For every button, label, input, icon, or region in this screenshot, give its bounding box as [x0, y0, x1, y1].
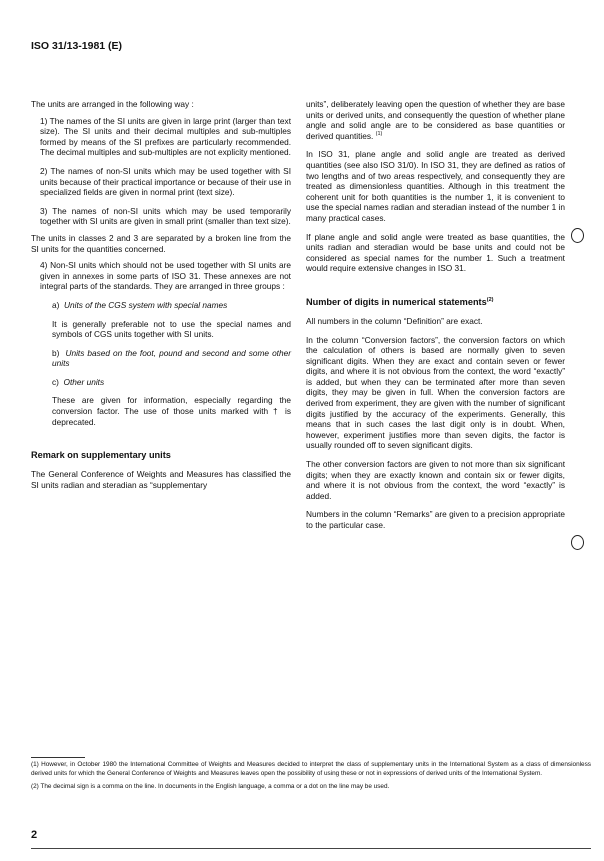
punch-hole-icon — [571, 228, 584, 243]
heading-text: Number of digits in numerical statements — [306, 296, 487, 307]
group-c-title: Other units — [63, 376, 105, 387]
remarks-paragraph: Numbers in the column “Remarks” are given to a precision appropriate to the particular case. — [306, 509, 565, 530]
group-c-paragraph: These are given for information, especially regarding the conversion factor. The use of those units marked with † is deprecated. — [52, 395, 291, 427]
left-column — [31, 99, 291, 498]
group-a-paragraph: It is generally preferable not to use the special names and symbols of CGS units together with SI units. — [52, 318, 291, 340]
base-quantities-paragraph: If plane angle and solid angle were treated as base quantities, the units radian and steradian would be base units and could not be considered as special names for the number 1. Such a treatment would require extensive changes in ISO 31. — [306, 231, 565, 274]
footnote-ref-2: (2) — [486, 296, 494, 303]
classes-paragraph: The units in classes 2 and 3 are separated by a broken line from the SI units for the quantities concerned. — [31, 232, 291, 254]
other-factors-paragraph: The other conversion factors are given to not more than six significant digits; when they are exactly known and contain six or fewer digits, and where it is not obvious from the context, the word “exactly” is added. — [306, 459, 565, 501]
list-item-3: 3) The names of non-SI units which may be used temporarily together with SI units are given in small print (smaller than text size). — [40, 205, 291, 227]
page-number: 2 — [31, 829, 38, 841]
section-heading-supplementary: Remark on supplementary units — [31, 450, 171, 461]
conversion-paragraph: In the column “Conversion factors”, the conversion factors on which the calculation of others is based are normally given to seven significant digits. When they are exact and contain seven or fewer digits, and where it is not obvious from the context, the word “exactly” is added, but when they can be terminated after more than seven digits, they may be given in full. When the conversion factors are derived from experiment, they are given with the number of significant digits justified by the accuracy of the experiments. Generally, this means that in such cases the last digit only is in doubt. When, however, experiment justifies more than seven digits, the factor is usually rounded off to seven significant digits. — [306, 334, 565, 451]
document-header: ISO 31/13-1981 (E) — [31, 40, 123, 52]
group-b — [52, 348, 291, 369]
footnote-2: (2) The decimal sign is a comma on the line. In documents in the English language, a comma or a dot on the line may be used. — [31, 782, 390, 790]
footnotes — [31, 761, 591, 795]
group-a-label: a) — [52, 299, 60, 310]
definition-paragraph: All numbers in the column “Definition” are exact. — [306, 315, 483, 326]
group-c-label: c) — [52, 376, 59, 387]
iso31-paragraph: In ISO 31, plane angle and solid angle are treated as derived quantities (see also ISO 31/0). In ISO 31, they are defined as ratios of two lengths and of two areas respectively, and consequently they are treated as dimensionless quantities. Although in this treatment the coherent unit for both quantities is the number 1, it is convenient to use the special names radian and steradian instead of the number 1 in many practical cases. — [306, 149, 565, 223]
group-b-title: Units based on the foot, pound and second and some other units — [52, 347, 291, 369]
group-c — [52, 377, 291, 388]
remark-paragraph: The General Conference of Weights and Measures has classified the SI units radian and steradian as “supplementary — [31, 469, 291, 490]
group-a-title: Units of the CGS system with special names — [64, 299, 228, 310]
group-a — [52, 300, 291, 311]
footnote-ref-1: (1) — [375, 131, 383, 138]
continuation-text: units”, deliberately leaving open the question of whether they are base units or derived units, and consequently the question of whether plane angle and solid angle are to be considered as base quantities or derived quantities. — [306, 99, 565, 141]
right-column — [306, 99, 565, 539]
section-heading-digits — [306, 296, 565, 308]
group-b-label: b) — [52, 347, 60, 358]
intro-paragraph: The units are arranged in the following way : — [31, 99, 194, 109]
footnote-1: (1) However, in October 1980 the International Committee of Weights and Measures decided to interpret the class of supplementary units in the International System as a class of dimensionless derived units for which the General Conference of Weights and Measures leaves open the possibility of using these or not in expressions of derived units of the International System. — [31, 761, 591, 777]
list-item-2: 2) The names of non-SI units which may be used together with SI units because of their practical importance or because of their use in specialized fields are given in normal print (text size). — [40, 165, 291, 198]
footnote-divider — [31, 757, 85, 758]
list-item-1: 1) The names of the SI units are given in large print (larger than text size). The SI units and their decimal multiples and sub-multiples formed by means of the SI prefixes are particularly recommended. The decimal multiples and sub-multiples are not explicity mentioned. — [40, 115, 291, 158]
bottom-rule — [31, 848, 591, 849]
punch-hole-icon — [571, 535, 584, 550]
list-item-4: 4) Non-SI units which should not be used together with SI units are given in annexes in some parts of ISO 31. These annexes are not integral parts of the standards. They are arranged in three groups : — [40, 260, 291, 292]
continuation-paragraph — [306, 99, 565, 141]
